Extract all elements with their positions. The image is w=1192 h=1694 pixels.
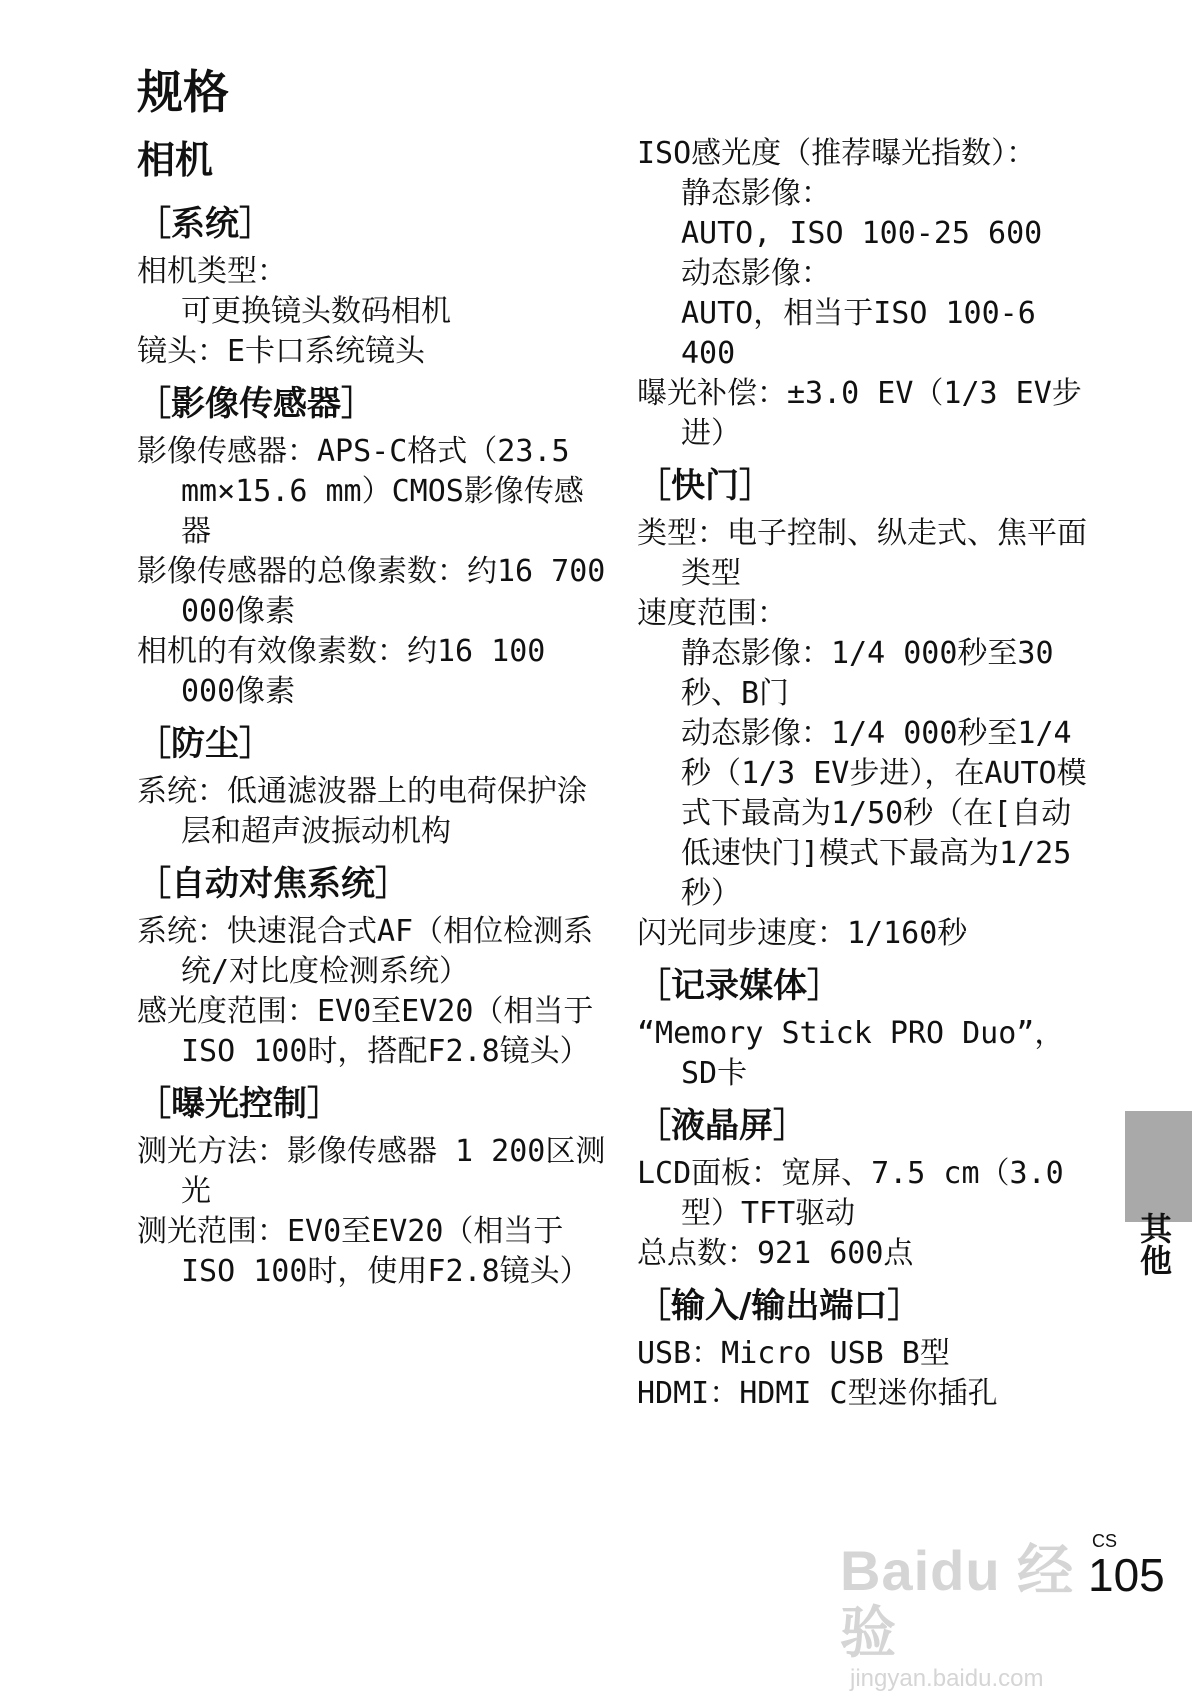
spec-section-heading: ［防尘］ <box>137 724 273 764</box>
spec-sub-line: AUTO, ISO 100-25 600 <box>681 216 1043 251</box>
spec-section-heading: ［快门］ <box>637 466 773 506</box>
left-spec-sections <box>137 200 624 1292</box>
spec-section <box>137 720 607 852</box>
spec-item: 镜头：E卡口系统镜头 <box>137 334 426 369</box>
watermark-url: jingyan.baidu.com <box>850 1665 1044 1692</box>
right-spec-sections <box>637 134 1087 1414</box>
watermark-brand: Baidu 经验 <box>840 1539 1075 1664</box>
baidu-watermark <box>840 1540 1090 1694</box>
spec-section-heading: ［输入/输出端口］ <box>637 1286 922 1326</box>
spec-item: 类型：电子控制、纵走式、焦平面类型 <box>637 516 1087 591</box>
spec-section-heading: ［液晶屏］ <box>637 1106 807 1146</box>
spec-sub-line: 动态影像： <box>681 256 831 291</box>
spec-sub-line: 可更换镜头数码相机 <box>181 294 451 329</box>
spec-item: “Memory Stick PRO Duo”，SD卡 <box>637 1016 1065 1091</box>
spec-section <box>637 962 1087 1094</box>
spec-item: 曝光补偿：±3.0 EV（1/3 EV步进） <box>637 376 1082 451</box>
spec-section <box>637 462 1087 954</box>
spec-item: 感光度范围：EV0至EV20（相当于ISO 100时，搭配F2.8镜头） <box>137 994 594 1069</box>
spec-item: 总点数：921 600点 <box>637 1236 914 1271</box>
right-column <box>637 134 1087 1422</box>
spec-sub-line: 动态影像：1/4 000秒至1/4秒（1/3 EV步进），在AUTO模式下最高为1/50秒（在[自动低速快门]模式下最高为1/25秒） <box>681 716 1087 911</box>
spec-item: 系统：快速混合式AF（相位检测系统/对比度检测系统） <box>137 914 594 989</box>
spec-section-heading: ［自动对焦系统］ <box>137 864 409 904</box>
spec-item: ISO感光度（推荐曝光指数）： <box>637 136 1037 171</box>
spec-section <box>637 1282 1087 1414</box>
spec-section <box>137 380 624 712</box>
spec-item: LCD面板：宽屏、7.5 cm（3.0型）TFT驱动 <box>637 1156 1064 1231</box>
spec-sub-line: 静态影像： <box>681 176 831 211</box>
page-title: 规格 <box>137 65 229 119</box>
spec-item: HDMI：HDMI C型迷你插孔 <box>637 1376 998 1411</box>
spec-section-heading: ［系统］ <box>137 204 273 244</box>
spec-section-heading: ［曝光控制］ <box>137 1084 341 1124</box>
spec-item: 影像传感器：APS-C格式（23.5 mm×15.6 mm）CMOS影像传感器 <box>137 434 588 549</box>
spec-item: 系统：低通滤波器上的电荷保护涂层和超声波振动机构 <box>137 774 587 849</box>
spec-section <box>137 200 607 372</box>
spec-item: 影像传感器的总像素数：约16 700 000像素 <box>137 554 624 629</box>
spec-item: 闪光同步速度：1/160秒 <box>637 916 968 951</box>
chapter-tab-label: 其他 <box>1135 1212 1173 1276</box>
spec-item: 测光方法：影像传感器 1 200区测光 <box>137 1134 606 1209</box>
spec-sub-line: 静态影像：1/4 000秒至30秒、B门 <box>681 636 1054 711</box>
spec-section <box>637 134 1087 454</box>
spec-section <box>637 1102 1087 1274</box>
spec-item: USB：Micro USB B型 <box>637 1336 950 1371</box>
spec-sub-line: AUTO，相当于ISO 100-6 400 <box>681 296 1054 371</box>
spec-item: 相机类型： <box>137 254 287 289</box>
spec-item: 相机的有效像素数：约16 100 000像素 <box>137 634 564 709</box>
spec-section <box>137 1080 607 1292</box>
page-language-code: CS <box>1092 1531 1118 1551</box>
spec-section <box>137 860 607 1072</box>
spec-section-heading: ［影像传感器］ <box>137 384 375 424</box>
spec-item: 测光范围：EV0至EV20（相当于ISO 100时，使用F2.8镜头） <box>137 1214 590 1289</box>
left-column <box>137 134 624 1300</box>
spec-item: 速度范围： <box>637 596 787 631</box>
chapter-tab <box>1125 1111 1192 1222</box>
page-number: 105 <box>1088 1549 1165 1601</box>
spec-section-heading: ［记录媒体］ <box>637 966 841 1006</box>
section-subtitle: 相机 <box>137 138 214 182</box>
